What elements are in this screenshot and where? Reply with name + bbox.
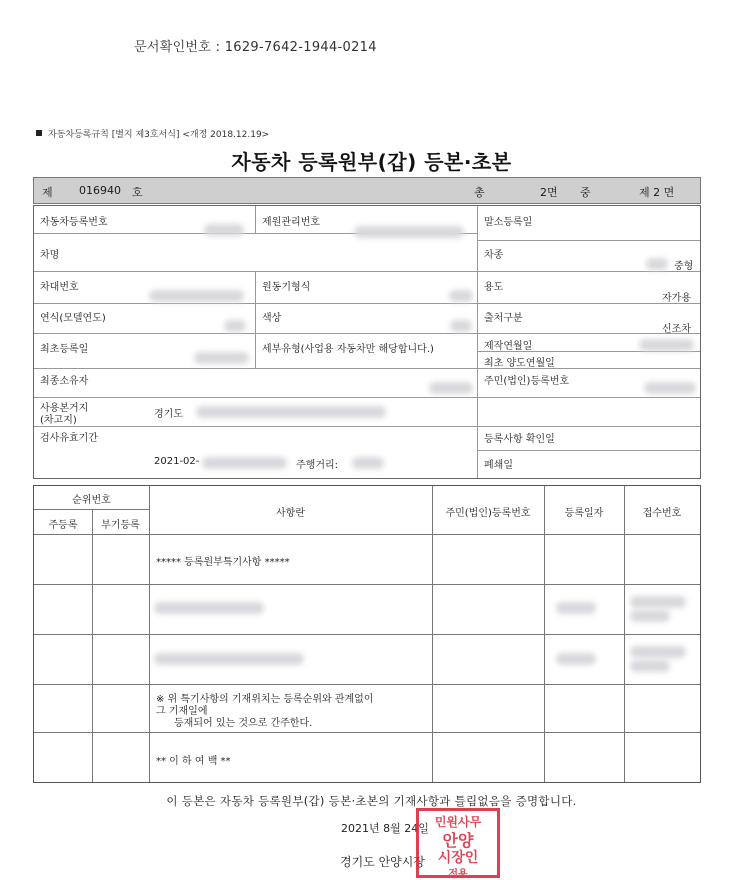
vehicle-info-grid	[33, 205, 701, 479]
sub-reg-header: 부기등록	[101, 520, 140, 531]
issuer-name: 경기도 안양시장	[340, 855, 425, 869]
base-label-2: (차고지)	[40, 415, 77, 426]
header-number: 016940	[79, 184, 121, 197]
form-rule-text: 자동차등록규칙 [별지 제3호서식] <개정 2018.12.19>	[48, 130, 270, 140]
first-reg-label: 최초등록일	[40, 344, 89, 355]
square-bullet-icon	[36, 130, 42, 136]
maker-no-label: 제원관리번호	[262, 217, 320, 228]
resident-no-header: 주민(법인)등록번호	[445, 508, 531, 519]
engine-label: 원동기형식	[262, 282, 311, 293]
car-name-label: 차명	[40, 250, 60, 261]
issue-date: 2021년 8월 24일	[341, 822, 429, 835]
reg-no-label: 자동차등록번호	[40, 217, 108, 228]
receipt-no-header: 접수번호	[642, 508, 682, 519]
header-ho: 호	[132, 186, 143, 199]
base-label-1: 사용본거지	[40, 403, 89, 414]
seal-line-3: 시장인	[437, 850, 479, 866]
first-transfer-label: 최초 양도연월일	[484, 358, 555, 369]
form-rule-reference	[36, 127, 269, 140]
origin-value: 신조차	[662, 324, 691, 335]
register-table	[33, 485, 701, 783]
header-page-no: 제 2 면	[639, 186, 675, 199]
header-je: 제	[42, 186, 53, 199]
detail-type-label: 세부유형(사업용 자동차만 해당합니다.)	[262, 344, 434, 355]
certification-text: 이 등본은 자동차 등록원부(갑) 등본·초본의 기재사항과 틀림없음을 증명합니다.	[166, 794, 577, 808]
seal-line-4: 전용	[448, 869, 468, 880]
reg-date-header: 등록일자	[564, 508, 604, 519]
scrap-date-label: 폐쇄일	[484, 460, 513, 471]
owner-label: 최종소유자	[40, 376, 89, 387]
usage-value: 자가용	[662, 293, 691, 304]
document-confirm-number: 문서확인번호 : 1629-7642-1944-0214	[134, 40, 377, 55]
usage-label: 용도	[484, 282, 504, 293]
official-seal-stamp	[416, 808, 500, 878]
car-kind-value: 중형	[674, 261, 694, 272]
mfg-date-label: 제작연월일	[484, 341, 533, 352]
header-pages: 2면	[540, 186, 558, 199]
note-line-1: ※ 위 특기사항의 기재위치는 등록순위와 관계없이	[156, 694, 374, 705]
note-line-3: 등재되어 있는 것으로 간주한다.	[174, 718, 313, 729]
special-row: ***** 등록원부특기사항 *****	[156, 557, 290, 568]
resident-no-label: 주민(법인)등록번호	[484, 376, 570, 387]
origin-label: 출처구분	[484, 313, 523, 324]
note-line-2: 그 기재일에	[156, 706, 208, 717]
header-total: 총	[474, 186, 485, 199]
seal-line-2: 안양	[442, 831, 474, 850]
main-reg-header: 주등록	[48, 520, 78, 531]
page-header-bar	[33, 177, 701, 204]
mileage-label: 주행거리:	[296, 460, 339, 471]
vin-label: 차대번호	[40, 282, 79, 293]
car-kind-label: 차종	[484, 250, 504, 261]
matter-header: 사항란	[276, 508, 305, 519]
seal-line-1: 민원사무	[434, 815, 482, 829]
model-year-label: 연식(모델연도)	[40, 313, 106, 324]
document-title: 자동차 등록원부(갑) 등본·초본	[231, 150, 512, 174]
inspection-label: 검사유효기간	[40, 433, 98, 444]
cancel-date-label: 말소등록일	[484, 217, 533, 228]
end-row: ** 이 하 여 백 **	[156, 756, 231, 767]
base-value: 경기도	[154, 409, 183, 420]
inspection-value: 2021-02-	[154, 456, 200, 467]
rank-header: 순위번호	[72, 495, 111, 506]
confirm-date-label: 등록사항 확인일	[484, 434, 555, 445]
color-label: 색상	[262, 313, 282, 324]
header-jung: 중	[580, 186, 591, 199]
